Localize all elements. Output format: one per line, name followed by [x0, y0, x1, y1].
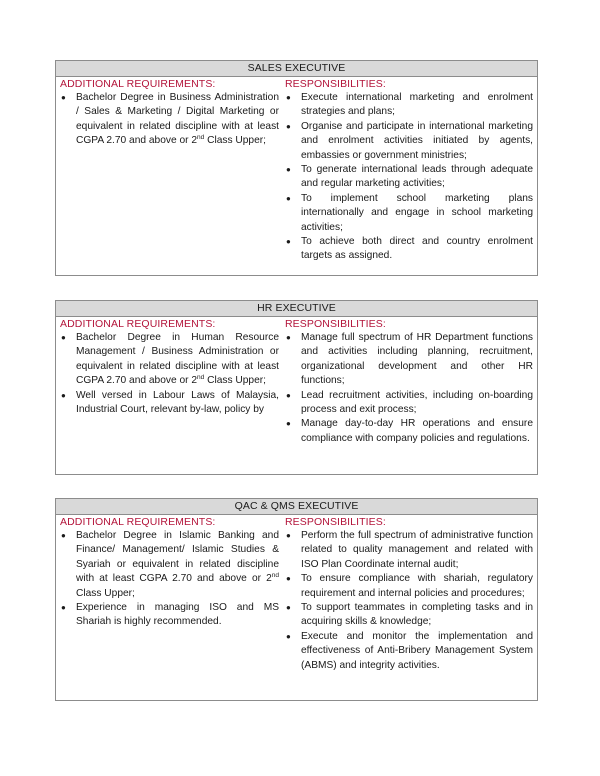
responsibilities-column: [279, 77, 537, 264]
responsibility-item: ● To support teammates in completing tasks and in acquiring skills & knowledge;: [286, 602, 533, 628]
requirement-item: ● Bachelor Degree in Islamic Banking and Finance/ Management/ Islamic Studies & Syariah or equivalent in related discipline with at least CGPA 2.70 and above or 2nd Class Upper;: [61, 530, 279, 599]
bullet-icon: ●: [286, 333, 291, 342]
responsibility-item: ● Perform the full spectrum of administrative function related to quality management and related with ISO Plan Coordinate internal audit;: [286, 530, 533, 570]
bullet-icon: ●: [286, 419, 291, 429]
requirements-list: [60, 91, 279, 149]
bullet-icon: ●: [286, 93, 291, 102]
responsibility-item: ● To achieve both direct and country enrolment targets as assigned.: [286, 236, 533, 262]
responsibility-item: ● Execute and monitor the implementation and effectiveness of Anti-Bribery Management System (ABMS) and integrity activities.: [286, 630, 533, 671]
requirements-header: ADDITIONAL REQUIREMENTS:: [60, 318, 216, 330]
bullet-icon: ●: [286, 531, 291, 540]
bullet-icon: ●: [61, 333, 66, 342]
requirement-item: ● Bachelor Degree in Business Administration / Sales & Marketing / Digital Marketing or equivalent in related discipline with at least CGPA 2.70 and above or 2nd Class Upper;: [61, 92, 279, 147]
bullet-icon: ●: [286, 237, 291, 247]
responsibilities-header: RESPONSIBILITIES:: [285, 78, 386, 90]
responsibilities-column: [279, 317, 537, 446]
requirements-column: [56, 515, 279, 673]
responsibilities-header: RESPONSIBILITIES:: [285, 516, 386, 528]
responsibility-item: ● To ensure compliance with shariah, regulatory requirement and internal policies and procedures;: [286, 573, 533, 599]
requirements-list: [60, 529, 279, 630]
responsibilities-list: [285, 529, 533, 673]
bullet-icon: ●: [286, 603, 291, 613]
responsibility-item: ● Lead recruitment activities, including on-boarding process and exit process;: [286, 389, 533, 416]
requirements-column: [56, 77, 279, 264]
responsibilities-header: RESPONSIBILITIES:: [285, 318, 386, 330]
job-card-hr-executive: [55, 300, 538, 475]
responsibilities-list: [285, 331, 533, 446]
bullet-icon: ●: [61, 390, 66, 400]
requirement-item: ● Experience in managing ISO and MS Shariah is highly recommended.: [61, 602, 279, 628]
bullet-icon: ●: [286, 121, 291, 131]
bullet-icon: ●: [61, 93, 66, 102]
bullet-icon: ●: [61, 603, 66, 613]
job-card-sales-executive: [55, 60, 538, 276]
requirement-item: ● Well versed in Labour Laws of Malaysia, Industrial Court, relevant by-law, policy by: [61, 389, 279, 416]
responsibility-item: ● Organise and participate in international marketing and enrolment activities initiated by agents, embassies or government ministries;: [286, 120, 533, 161]
job-card-qac-qms-executive: [55, 498, 538, 701]
responsibilities-column: [279, 515, 537, 673]
requirements-header: ADDITIONAL REQUIREMENTS:: [60, 516, 216, 528]
bullet-icon: ●: [286, 165, 291, 175]
requirements-column: [56, 317, 279, 446]
requirements-header: ADDITIONAL REQUIREMENTS:: [60, 78, 216, 90]
bullet-icon: ●: [286, 574, 291, 584]
bullet-icon: ●: [61, 531, 66, 540]
bullet-icon: ●: [286, 631, 291, 641]
job-title: SALES EXECUTIVE: [56, 61, 537, 77]
responsibility-item: ● To implement school marketing plans internationally and engage in school marketing activities;: [286, 192, 533, 233]
responsibility-item: ● Manage full spectrum of HR Department functions and activities including planning, recruitment, organizational development and other HR functions;: [286, 332, 533, 387]
bullet-icon: ●: [286, 193, 291, 203]
responsibility-item: ● Execute international marketing and enrolment strategies and plans;: [286, 92, 533, 118]
job-title: QAC & QMS EXECUTIVE: [56, 499, 537, 515]
requirement-item: ● Bachelor Degree in Human Resource Management / Business Administration or equivalent in related discipline with at least CGPA 2.70 and above or 2nd Class Upper;: [61, 332, 279, 387]
requirements-list: [60, 331, 279, 417]
responsibility-item: ● To generate international leads through adequate and regular marketing activities;: [286, 164, 533, 190]
responsibilities-list: [285, 91, 533, 264]
bullet-icon: ●: [286, 390, 291, 400]
job-title: HR EXECUTIVE: [56, 301, 537, 317]
responsibility-item: ● Manage day-to-day HR operations and ensure compliance with company policies and regulations.: [286, 418, 533, 444]
